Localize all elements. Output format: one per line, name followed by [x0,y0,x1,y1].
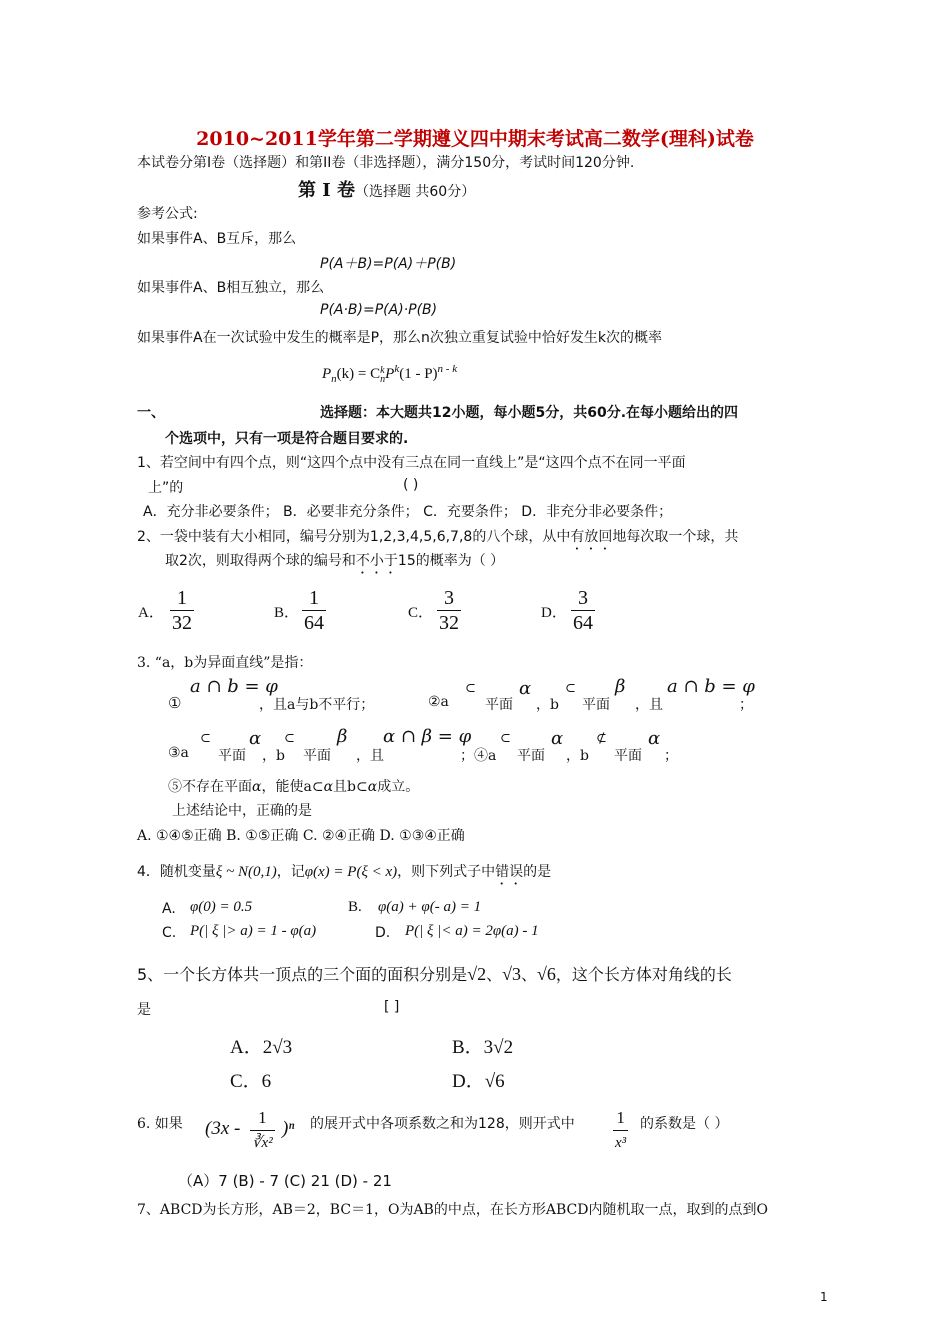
q4-optD-label: D. [375,925,391,941]
q3-c1-number: ① [168,694,182,712]
q6-term-den: x³ [615,1135,627,1151]
formula3-text: 如果事件A在一次试验中发生的概率是P，那么n次独立重复试验中恰好发生k次的概率 [137,330,662,346]
section1-line2: 个选项中，只有一项是符合题目要求的. [165,431,409,447]
q4-emphasis: 错误 [495,864,524,880]
q3-conclusion: 上述结论中，正确的是 [172,803,312,819]
formulas-label: 参考公式: [137,206,198,222]
q5-line2: 是 [137,1002,151,1018]
q3-alpha-symbol: α [249,728,262,749]
q6-expr-right: )ⁿ [282,1118,295,1139]
q2-optD-den: 64 [573,612,593,634]
q3-options: A. ①④⑤正确 B. ①⑤正确 C. ②④正确 D. ①③④正确 [137,828,465,844]
q1-answer-paren: ( ) [403,477,419,493]
q2-optB-den: 64 [304,612,324,634]
q3-alpha-symbol: α [648,728,661,749]
q6-expr-den: ∛x² [252,1135,273,1151]
q3-semicolon: ； [739,697,753,713]
q2-line1-b: 地每次取一个球，共 [612,529,739,545]
q2-optD-label: D． [541,605,567,621]
q6-expr-left: (3x - [205,1118,241,1139]
q4-optB-label: B. [348,899,362,915]
formula1: P(A＋B)=P(A)＋P(B) [320,256,457,272]
q3-c4-b: ，b [566,748,589,764]
q5-line1 [137,962,732,985]
q3-c5-b: ，能使a [261,779,312,795]
q4-optD: P(| ξ |< a) = 2φ(a) - 1 [405,923,539,939]
formula3-p: P [322,366,332,382]
q4-optB: φ(a) + φ(- a) = 1 [378,899,482,915]
q3-alpha-symbol: α [519,678,532,699]
formula3-mid: (k) = C [336,366,381,382]
q2-optA-fraction [170,587,194,634]
q2-optB-fraction [302,587,326,634]
q3-c1-formula: a ∩ b = φ [190,676,278,697]
q3-not-subset-symbol: ⊄ [596,731,607,746]
formula3-pk: k [394,363,400,375]
q4-stem-b: ，记 [276,864,305,880]
part1-heading: 第 I 卷 [298,180,355,201]
section1-number: 一、 [137,405,165,421]
q6-mid: 的展开式中各项系数之和为128，则开式中 [310,1116,575,1132]
q5-optC: C．6 [230,1071,272,1092]
q2-optA-num: 1 [177,587,187,609]
part1-header [298,176,475,202]
q4-stem-c: ，则下列式子中 [397,864,496,880]
q1-line2: 上”的 [148,480,184,496]
q3-subset-symbol: ⊂ [284,731,295,746]
q3-c2-and: ，且 [635,697,663,713]
q2-optA-den: 32 [172,612,192,634]
q5-root6: √6 [537,964,556,984]
q3-c4-a: ；④a [460,748,497,764]
q6-options: （A）7 (B) - 7 (C) 21 (D) - 21 [178,1172,392,1190]
q3-c3-formula: α ∩ β = φ [383,726,472,747]
q7-line1: 7、ABCD为长方形，AB＝2，BC＝1，O为AB的中点，在长方形ABCD内随机取一点，取到的点到O [137,1202,768,1218]
q3-c4-plane2: 平面 [614,748,642,764]
q2-optD-num: 3 [578,587,588,609]
q3-c5-a: ⑤不存在平面 [168,779,252,795]
formula3-exp: n - k [437,363,458,375]
q5-line1-a: 5、一个长方体共一顶点的三个面的面积分别是 [137,965,468,984]
section1-line1: 选择题：本大题共12小题，每小题5分，共60分.在每小题给出的四 [320,405,739,421]
q4-stem-formula1: ξ ~ N(0,1) [215,864,277,880]
q1-options: A．充分非必要条件； B．必要非充分条件； C．充要条件； D．非充分非必要条件； [143,504,673,520]
q6-expr-num: 1 [258,1108,267,1127]
formula3-sub-n: n [331,373,337,385]
q4-optA: φ(0) = 0.5 [190,899,253,915]
part1-note: （选择题 共60分） [354,184,476,200]
q2-optC-fraction [437,587,461,634]
q5-optD: D．√6 [452,1071,505,1092]
q5-root3: √3 [502,964,521,984]
q3-c3-b: ，b [262,748,285,764]
formula3-c-k: k [380,364,385,376]
q3-c2-plane2: 平面 [582,697,610,713]
q2-optA-label: A． [138,605,164,621]
q2-line2 [165,550,504,577]
q3-beta-symbol: β [615,676,626,697]
q5-root2: √2 [467,964,487,984]
q3-c3-plane: 平面 [218,748,246,764]
q5-sep1: 、 [486,965,503,984]
q4-stem-a: 4．随机变量 [137,864,216,880]
formula3-c-n: n [380,373,386,385]
q3-subset-symbol: ⊂ [311,779,324,795]
page-number: 1 [820,1290,828,1304]
q4-stem-d: 的是 [523,864,552,880]
formula1-text: 如果事件A、B互斥，那么 [137,231,297,247]
q2-optB-label: B． [274,605,300,621]
q4-optC: P(| ξ |> a) = 1 - φ(a) [190,923,317,939]
q3-subset-symbol: ⊂ [200,731,211,746]
q2-optD-fraction [571,587,595,634]
q2-emphasis-1: 有放回 [570,529,613,545]
q6-number: 6. 如果 [137,1116,183,1132]
q5-optB: B．3√2 [452,1037,514,1058]
q2-optC-den: 32 [439,612,459,634]
q3-c5-c: 且b [333,779,356,795]
q4-stem [137,861,551,888]
q3-c2-plane: 平面 [485,697,513,713]
q5-line1-b: ，这个长方体对角线的长 [555,965,732,984]
q4-optA-label: A. [162,901,176,917]
q4-optC-label: C. [162,925,177,941]
q3-semicolon: ； [664,748,678,764]
q3-beta-symbol: β [337,726,348,747]
q2-optC-num: 3 [444,587,454,609]
q1-line1: 1、若空间中有四个点，则“这四个点中没有三点在同一直线上”是“这四个点不在同一平面 [137,455,686,471]
q6-term-num: 1 [616,1108,625,1127]
q3-c3-and: ，且 [356,748,384,764]
q2-line2-b: 15的概率为（ ） [397,553,505,569]
exam-title: 2010~2011学年第二学期遵义四中期末考试高二数学(理科)试卷 [196,128,754,150]
q5-optA: A．2√3 [230,1037,293,1058]
q3-subset-symbol: ⊂ [356,779,368,795]
formula2: P(A·B)=P(A)·P(B) [320,302,438,318]
q5-sep2: 、 [520,965,537,984]
q3-subset-symbol: ⊂ [465,681,476,696]
q6-term-fraction [613,1107,628,1154]
q2-optB-num: 1 [309,587,319,609]
q3-c5 [168,776,419,796]
q5-bracket: [ ] [384,999,400,1015]
q3-c3-a: ③a [168,745,189,761]
q2-line1-a: 2、一袋中装有大小相同，编号分别为1,2,3,4,5,6,7,8的八个球，从中 [137,529,571,545]
formula3-p2: P [385,366,395,382]
q3-subset-symbol: ⊂ [565,681,576,696]
q6-expr-fraction [250,1107,275,1154]
q2-optC-label: C． [408,605,434,621]
q3-c4-plane: 平面 [517,748,545,764]
q3-c3-plane2: 平面 [303,748,331,764]
formula3 [322,363,457,385]
q3-alpha-symbol: α [551,728,564,749]
q3-c1-text: ，且a与b不平行； [259,697,375,713]
q2-line1 [137,526,738,553]
q3-c2-formula: a ∩ b = φ [667,676,755,697]
q3-c5-d: 成立。 [377,779,420,795]
q3-c2-a: ②a [428,694,449,710]
q3-alpha-symbol: α [252,779,262,795]
q3-subset-symbol: ⊂ [500,731,511,746]
q3-alpha-symbol: α [367,779,378,795]
q4-stem-formula2: φ(x) = P(ξ < x) [304,864,398,880]
q2-emphasis-2: 不小于 [355,553,398,569]
q3-c2-b: ，b [536,697,559,713]
q6-tail: 的系数是（ ） [640,1116,729,1132]
q2-line2-a: 取2次，则取得两个球的编号和 [165,553,356,569]
formula3-end: (1 - P) [399,366,438,382]
q3-stem: 3. “a，b为异面直线”是指： [137,655,313,671]
formula2-text: 如果事件A、B相互独立，那么 [137,280,325,296]
exam-intro: 本试卷分第I卷（选择题）和第II卷（非选择题），满分150分，考试时间120分钟. [137,155,635,171]
q3-alpha-symbol: α [323,779,334,795]
